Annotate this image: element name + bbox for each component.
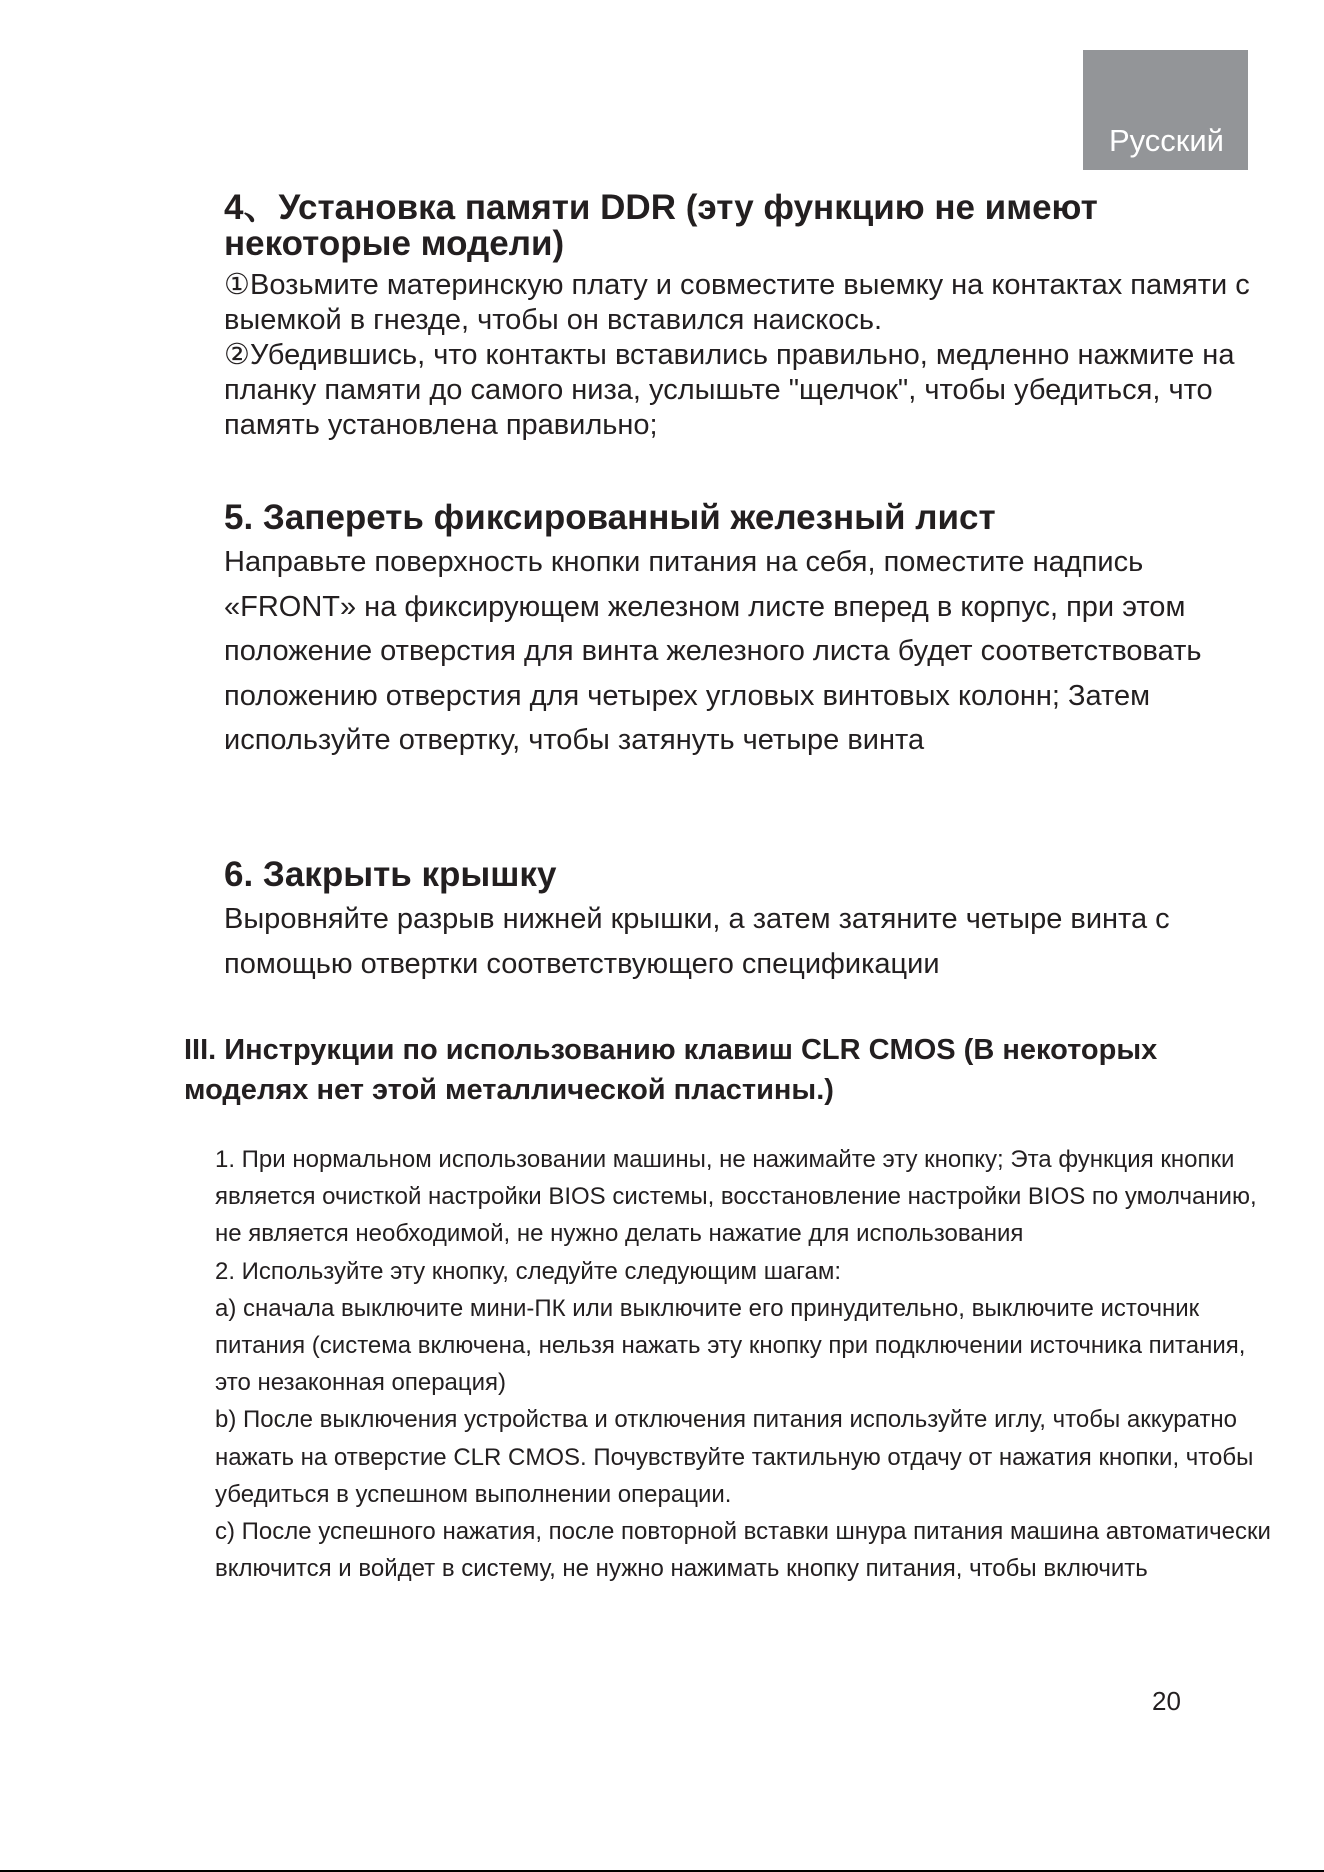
page-number: 20 bbox=[1152, 1686, 1181, 1716]
language-tab: Русский bbox=[1083, 50, 1248, 170]
section-3-item-2: 2. Используйте эту кнопку, следуйте следующим шагам: bbox=[215, 1257, 842, 1285]
section-3-item-c: c) После успешного нажатия, после повторной вставки шнура питания машина автоматически включится и войдет в систему, не нужно нажимать кнопку питания, чтобы включить bbox=[215, 1518, 1271, 1583]
section-4-step-2: ②Убедившись, что контакты вставились правильно, медленно нажмите на планку памяти до самого низа, услышьте "щелчок", чтобы убедиться, что память установлена правильно; bbox=[224, 339, 1235, 441]
section-5 bbox=[224, 496, 1224, 763]
section-3-title: III. Инструкции по использованию клавиш CLR CMOS (В некоторых моделях нет этой металлической пластины.) bbox=[184, 1034, 1158, 1106]
section-4-title: 4、Установка памяти DDR (эту функцию не имеют некоторые модели) bbox=[224, 188, 1098, 263]
section-6-body: Выровняйте разрыв нижней крышки, а затем затяните четыре винта с помощью отвертки соответствующего спецификации bbox=[224, 903, 1170, 980]
section-3-item-1: 1. При нормальном использовании машины, не нажимайте эту кнопку; Эта функция кнопки является очисткой настройки BIOS системы, восстановление настройки BIOS по умолчанию, не является необходимой, не нужно делать нажатие для использования bbox=[215, 1146, 1257, 1248]
section-4-step-1: ①Возьмите материнскую плату и совместите выемку на контактах памяти с выемкой в гнезде, чтобы он вставился наискось. bbox=[224, 269, 1250, 336]
section-6-title: 6. Закрыть крышку bbox=[224, 855, 557, 894]
section-6 bbox=[224, 853, 1224, 986]
section-3-item-b: b) После выключения устройства и отключения питания используйте иглу, чтобы аккуратно нажать на отверстие CLR CMOS. Почувствуйте тактильную отдачу от нажатия кнопки, чтобы убедиться в успешном выполнении операции. bbox=[215, 1406, 1254, 1508]
section-5-title: 5. Запереть фиксированный железный лист bbox=[224, 498, 996, 537]
section-5-body: Направьте поверхность кнопки питания на себя, поместите надпись «FRONT» на фиксирующем железном листе вперед в корпус, при этом положение отверстия для винта железного листа будет соответствовать положению отверстия для четырех угловых винтовых колонн; Затем используйте отвертку, чтобы затянуть четыре винта bbox=[224, 546, 1202, 757]
section-4 bbox=[224, 190, 1254, 443]
section-3-body bbox=[215, 1141, 1275, 1587]
section-3-item-a: a) сначала выключите мини-ПК или выключите его принудительно, выключите источник питания (система включена, нельзя нажать эту кнопку при подключении источника питания, это незаконная операция) bbox=[215, 1294, 1246, 1397]
